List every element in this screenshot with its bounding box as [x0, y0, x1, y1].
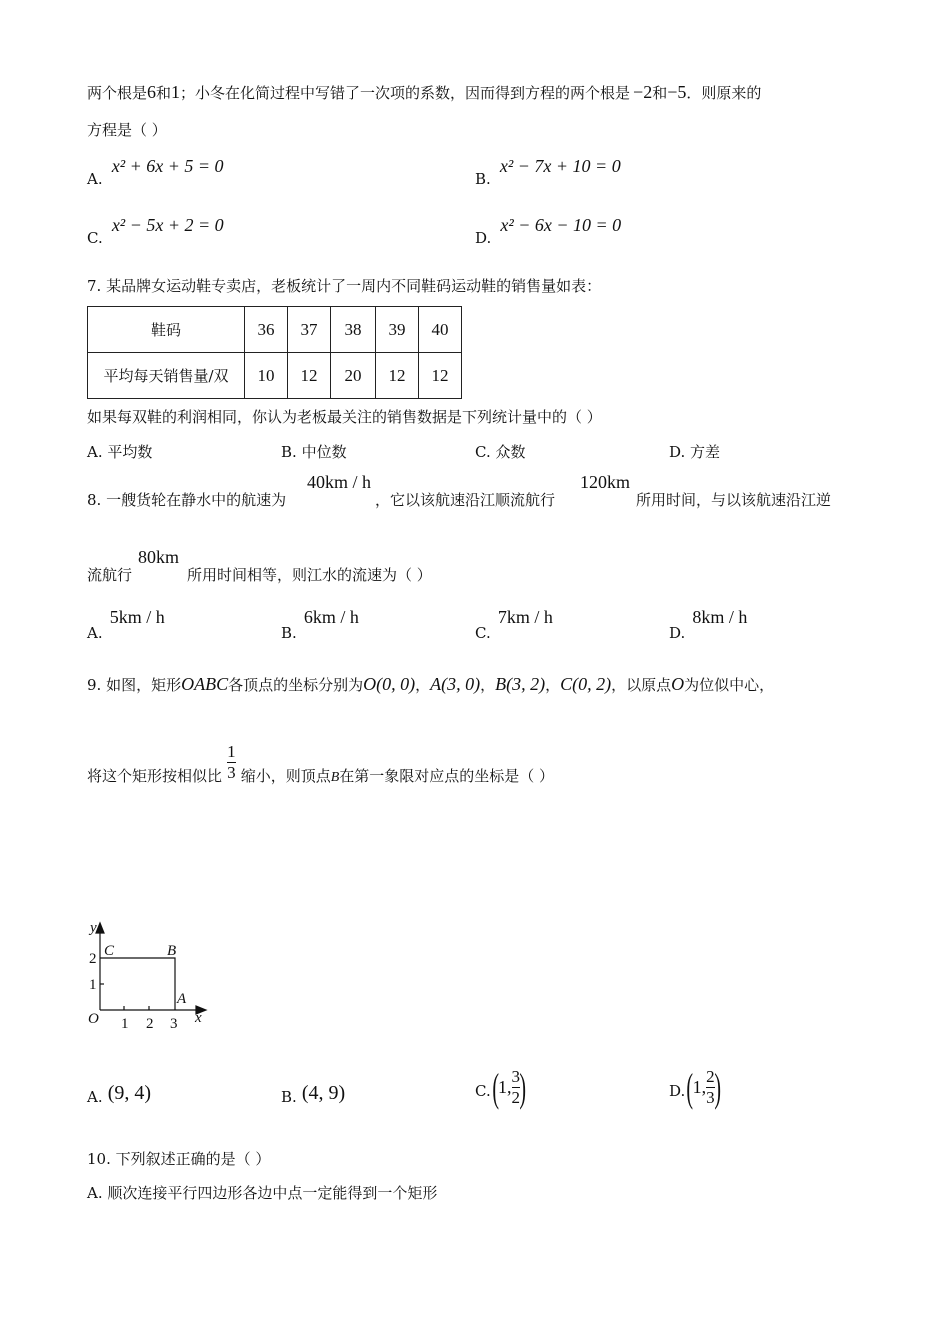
q7-option-b[interactable]: [281, 441, 347, 462]
table-header-cell: 平均每天销售量/双: [88, 353, 245, 399]
option-label: B.: [475, 170, 491, 188]
q9-vertex: B: [330, 770, 340, 785]
paren-open: (: [492, 1064, 499, 1110]
option-label: C.: [475, 443, 491, 461]
q9-coord: B(3, 2): [495, 674, 546, 694]
q7-question: 如果每双鞋的利润相同，你认为老板最关注的销售数据是下列统计量中的（ ）: [87, 408, 602, 426]
q8-option-b[interactable]: [281, 607, 359, 642]
table-cell: 20: [331, 353, 376, 399]
table-row: [88, 353, 462, 399]
option-label: D.: [669, 624, 686, 642]
option-text: 方差: [690, 443, 721, 461]
y-axis-arrow: [96, 923, 104, 933]
option-label: A.: [87, 170, 103, 188]
option-expr: x² − 5x + 2 = 0: [111, 215, 224, 235]
y-axis-label: y: [90, 920, 97, 936]
origin-label: O: [88, 1011, 99, 1027]
q6-root: 1: [171, 82, 181, 102]
q6-text: ；小冬在化简过程中写错了一次项的系数，因而得到方程的两个根是: [180, 84, 631, 102]
table-cell: 10: [245, 353, 288, 399]
q8-option-d[interactable]: [669, 607, 748, 642]
q9-option-c[interactable]: [475, 1062, 527, 1112]
option-text: 众数: [495, 443, 526, 461]
q10-option-a[interactable]: A. 顺次连接平行四边形各边中点一定能得到一个矩形: [87, 1184, 438, 1202]
ratio-fraction: [227, 742, 236, 783]
fraction-denominator: 3: [227, 763, 236, 782]
table-cell: 36: [245, 307, 288, 353]
q9-text: 各顶点的坐标分别为: [228, 676, 364, 694]
fraction-numerator: 3: [511, 1066, 521, 1086]
option-label: B.: [281, 443, 297, 461]
q8-option-a[interactable]: [87, 607, 165, 642]
option-text: 中位数: [301, 443, 347, 461]
paren-close: ): [713, 1064, 721, 1110]
x-tick-label: 1: [121, 1016, 129, 1030]
table-cell: 12: [376, 353, 419, 399]
q7-option-a[interactable]: [87, 441, 152, 462]
q6-option-d[interactable]: [475, 215, 622, 247]
option-expr: (9, 4): [107, 1082, 152, 1104]
q6-option-a[interactable]: [87, 156, 224, 188]
option-expr: 8km / h: [692, 607, 748, 627]
option-expr: 7km / h: [497, 607, 553, 627]
option-label: D.: [475, 229, 492, 247]
option-expr: x² − 7x + 10 = 0: [499, 156, 621, 176]
y-tick-label: 2: [89, 951, 97, 967]
q6-line2: 方程是（ ）: [87, 121, 167, 139]
q9-text: 缩小，则顶点: [240, 767, 331, 785]
option-label: B.: [281, 624, 297, 642]
q6-root: −2: [633, 82, 653, 102]
q9-text: ，: [545, 676, 561, 694]
q6-root: −5: [667, 82, 687, 102]
q7-option-c[interactable]: [475, 441, 526, 462]
option-label: D.: [669, 443, 686, 461]
q9-text: ，以原点: [611, 676, 672, 694]
table-cell: 40: [419, 307, 462, 353]
q10-stem: 10. 下列叙述正确的是（ ）: [87, 1150, 271, 1168]
option-label: A.: [87, 1088, 103, 1106]
table-cell: 39: [376, 307, 419, 353]
option-expr: 5km / h: [109, 607, 165, 627]
q8-text: ，它以该航速沿江顺流航行: [375, 491, 556, 509]
vertex-label-c: C: [104, 943, 115, 959]
q7-option-d[interactable]: [669, 441, 720, 462]
paren-open: (: [686, 1064, 694, 1110]
q9-option-b[interactable]: [281, 1082, 345, 1105]
q6-text: 两个根是: [87, 84, 148, 102]
x-axis-label: x: [195, 1010, 202, 1026]
x-tick-label: 2: [146, 1016, 154, 1030]
table-cell: 12: [419, 353, 462, 399]
option-expr: 1,: [498, 1076, 512, 1097]
table-row: [88, 307, 462, 353]
option-label: D.: [669, 1082, 686, 1100]
q6-root: 6: [147, 82, 157, 102]
q8-speed: 40km / h: [307, 472, 372, 492]
q9-text: ，: [480, 676, 496, 694]
q6-line1: [87, 82, 761, 103]
table-cell: 37: [288, 307, 331, 353]
option-label: A.: [87, 624, 103, 642]
table-cell: 38: [331, 307, 376, 353]
option-expr: 1,: [692, 1076, 707, 1097]
q9-text: 在第一象限对应点的坐标是（ ）: [339, 767, 555, 785]
q9-rect-name: OABC: [181, 674, 229, 694]
option-fraction: [706, 1067, 715, 1108]
fraction-numerator: 1: [227, 742, 236, 761]
q8-distance: 80km: [138, 547, 180, 567]
table-header-cell: 鞋码: [88, 307, 245, 353]
fraction-numerator: 2: [706, 1066, 715, 1086]
vertex-label-b: B: [167, 943, 177, 959]
option-label: C.: [475, 624, 491, 642]
option-label: C.: [87, 229, 103, 247]
q8-text: 所用时间，与以该航速沿江逆: [636, 491, 832, 509]
q6-text: 和: [652, 84, 668, 102]
q9-text: 为位似中心，: [684, 676, 775, 694]
q6-option-c[interactable]: [87, 215, 224, 247]
q9-text: 将这个矩形按相似比: [87, 767, 223, 785]
option-text: 平均数: [107, 443, 153, 461]
q9-coord: C(0, 2): [560, 674, 612, 694]
q6-text: ．则原来的: [686, 84, 762, 102]
q9-line2: [87, 742, 555, 797]
option-label: A.: [87, 443, 103, 461]
paren-close: ): [519, 1064, 527, 1110]
q8-text: 8. 一艘货轮在静水中的航速为: [87, 491, 287, 509]
rectangle-coordinate-figure: [80, 915, 220, 1030]
q9-coord: O(0, 0): [363, 674, 416, 694]
vertex-label-a: A: [177, 991, 187, 1007]
option-label: C.: [475, 1082, 491, 1100]
table-cell: 12: [288, 353, 331, 399]
option-expr: (4, 9): [301, 1082, 346, 1104]
rectangle-outline: [100, 958, 175, 1010]
q8-option-c[interactable]: [475, 607, 553, 642]
q6-option-b[interactable]: [475, 156, 621, 188]
q6-text: 和: [156, 84, 172, 102]
shoe-sales-table: [87, 306, 462, 399]
option-expr: x² + 6x + 5 = 0: [111, 156, 224, 176]
q9-origin: O: [671, 674, 685, 694]
option-expr: 6km / h: [303, 607, 359, 627]
q9-text: ，: [415, 676, 431, 694]
fraction-denominator: 3: [706, 1087, 715, 1107]
fraction-denominator: 2: [511, 1087, 521, 1107]
x-tick-label: 3: [170, 1016, 178, 1030]
q9-text: 9. 如图，矩形: [87, 676, 182, 694]
q9-line1: [87, 674, 774, 695]
q9-option-d[interactable]: [669, 1062, 722, 1112]
q9-option-a[interactable]: [87, 1082, 151, 1105]
q8-distance: 120km: [580, 472, 631, 492]
option-expr: x² − 6x − 10 = 0: [500, 215, 622, 235]
q7-stem: 7. 某品牌女运动鞋专卖店，老板统计了一周内不同鞋码运动鞋的销售量如表：: [87, 277, 602, 295]
option-label: B.: [281, 1088, 297, 1106]
q8-text: 流航行: [87, 566, 133, 584]
q9-coord: A(3, 0): [430, 674, 481, 694]
y-tick-label: 1: [89, 977, 97, 993]
q8-text: 所用时间相等，则江水的流速为（ ）: [187, 566, 432, 584]
